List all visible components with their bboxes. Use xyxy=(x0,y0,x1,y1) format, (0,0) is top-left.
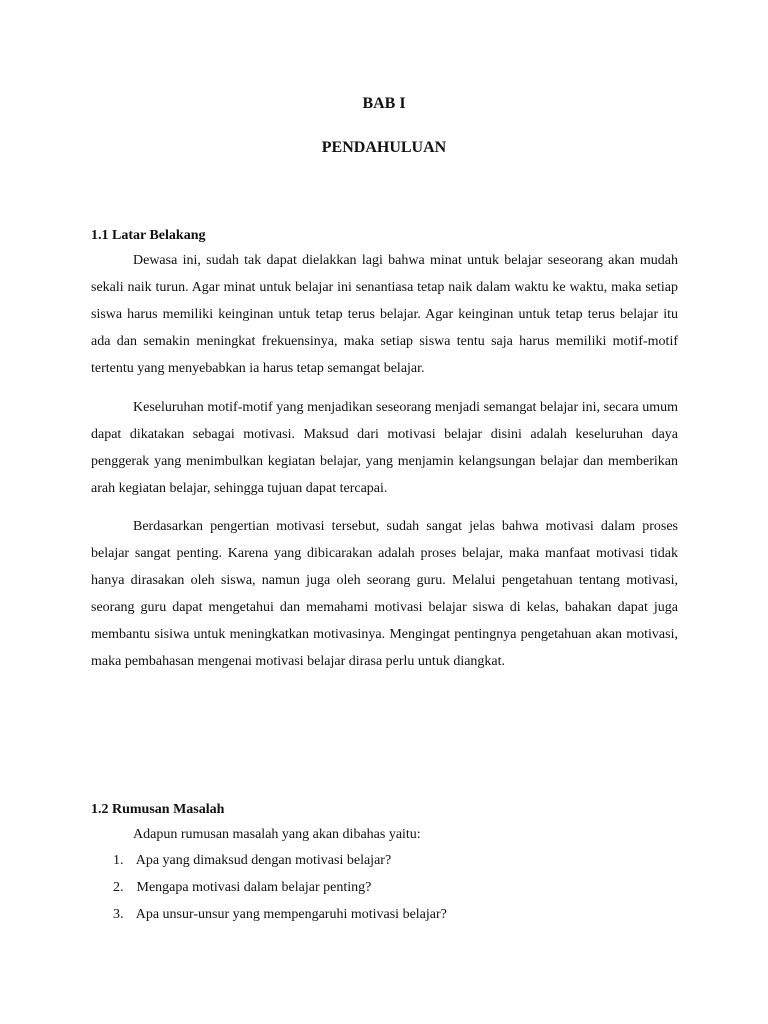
chapter-number: BAB I xyxy=(362,95,406,112)
question-list xyxy=(113,852,447,933)
list-text: Apa yang dimaksud dengan motivasi belajar? xyxy=(135,853,392,868)
paragraph-3: Berdasarkan pengertian motivasi tersebut, sudah sangat jelas bahwa motivasi dalam proses belajar sangat penting. Karena yang dibicarakan adalah proses belajar, maka manfaat motivasi tidak hanya dirasakan oleh siswa, namun juga oleh seorang guru. Melalui pengetahuan tentang motivasi, seorang guru dapat mengetahui dan memahami motivasi belajar siswa di kelas, bahakan dapat juga membantu sisiwa untuk meningkatkan motivasinya. Mengingat pentingnya pengetahuan akan motivasi, maka pembahasan mengenai motivasi belajar dirasa perlu untuk diangkat. xyxy=(91,519,678,669)
paragraph-1: Dewasa ini, sudah tak dapat dielakkan lagi bahwa minat untuk belajar seseorang akan mudah sekali naik turun. Agar minat untuk belajar ini senantiasa tetap naik dalam waktu ke waktu, maka setiap siswa harus memiliki keinginan untuk tetap terus belajar. Agar keinginan untuk tetap terus belajar itu ada dan semakin meningkat frekuensinya, maka setiap siswa tentu saja harus memiliki motif-motif tertentu yang menyebabkan ia harus tetap semangat belajar. xyxy=(91,253,678,376)
list-number: 1. xyxy=(113,853,124,868)
list-item xyxy=(113,852,447,879)
list-text: Apa unsur-unsur yang mempengaruhi motivasi belajar? xyxy=(135,907,447,922)
list-item xyxy=(113,879,447,906)
list-item xyxy=(113,906,447,933)
list-number: 3. xyxy=(113,907,124,922)
list-number: 2. xyxy=(113,880,124,895)
questions-intro: Adapun rumusan masalah yang akan dibahas yaitu: xyxy=(133,827,421,842)
chapter-title: PENDAHULUAN xyxy=(321,139,447,156)
section-title-rumusan-masalah: 1.2 Rumusan Masalah xyxy=(91,802,225,817)
list-text: Mengapa motivasi dalam belajar penting? xyxy=(136,880,372,895)
paragraph-2: Keseluruhan motif-motif yang menjadikan seseorang menjadi semangat belajar ini, secara umum dapat dikatakan sebagai motivasi. Maksud dari motivasi belajar disini adalah keseluruhan daya penggerak yang menimbulkan kegiatan belajar, yang menjamin kelangsungan belajar dan memberikan arah kegiatan belajar, sehingga tujuan dapat tercapai. xyxy=(91,400,678,496)
section-title-latar-belakang: 1.1 Latar Belakang xyxy=(91,228,206,243)
